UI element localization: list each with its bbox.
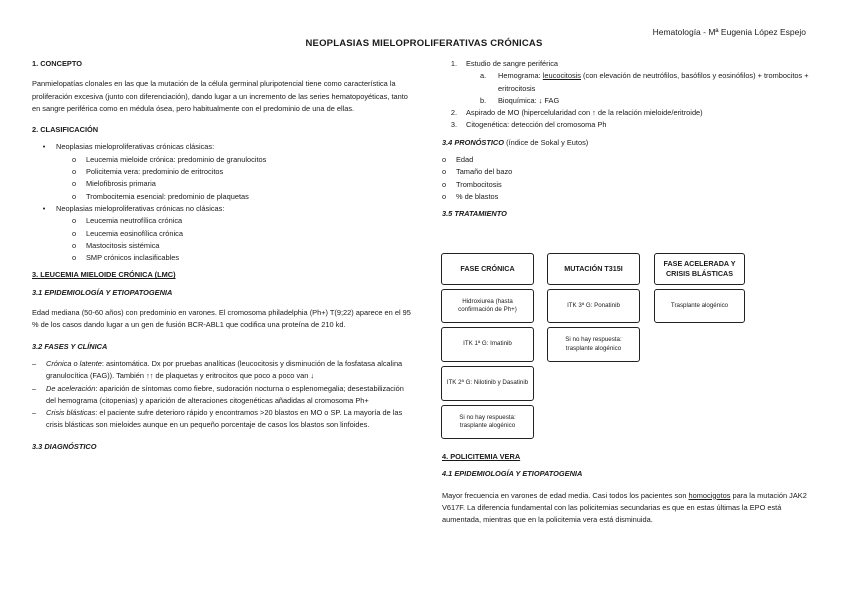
pv-epidemiologia-heading: 4.1 EPIDEMIOLOGÍA Y ETIOPATOGENIA: [442, 469, 583, 479]
bullet-icon: •: [42, 203, 46, 213]
diagnostico-heading: 3.3 DIAGNÓSTICO: [32, 441, 97, 451]
itk3-box: ITK 3ª G: Ponatinib: [547, 289, 640, 323]
hidroxiurea-box: Hidroxiurea (hasta confirmación de Ph+): [441, 289, 534, 323]
list-item: o Mielofibrosis primaria: [72, 179, 156, 189]
list-item: o Mastocitosis sistémica: [72, 240, 160, 250]
right-column: [442, 58, 822, 221]
list-item: o Tamaño del bazo: [442, 167, 513, 177]
trasplante-box: Trasplante alogénico: [654, 289, 745, 323]
list-item: a. Hemograma: leucocitosis (con elevación de neutrófilos, basófilos y eosinófilos) + trombocitos + eritrocitosis: [480, 71, 809, 93]
list-item: – Crisis blásticas: el paciente sufre deterioro rápido y encontramos >20 blastos en MO o SP. La mayoría de las crisis blásticas son mieloides aunque en un pequeño porcentaje de casos los blastos son linfoides.: [32, 408, 403, 430]
list-item: 1. Estudio de sangre periférica: [450, 59, 559, 68]
list-item: o Edad: [442, 155, 474, 165]
fases-heading: 3.2 FASES Y CLÍNICA: [32, 341, 108, 351]
list-item: • Neoplasias mieloproliferativas crónicas clásicas:: [32, 141, 414, 153]
list-item: o Leucemia mieloide crónica: predominio de granulocitos: [72, 154, 267, 164]
itk1-box: ITK 1ª G: Imatinib: [441, 327, 534, 362]
section-concepto-heading: 1. CONCEPTO: [32, 59, 82, 68]
tratamiento-heading: 3.5 TRATAMIENTO: [442, 209, 507, 219]
policitemia-heading: 4. POLICITEMIA VERA: [442, 452, 521, 461]
page-title: NEOPLASIAS MIELOPROLIFERATIVAS CRÓNICAS: [305, 38, 543, 49]
list-item: o Trombocitemia esencial: predominio de plaquetas: [72, 191, 249, 201]
concepto-paragraph: Panmielopatías clonales en las que la mutación de la célula germinal pluripotencial tiene como característica la proliferación excesiva (junto con diferenciación), dando lugar a un incremento de las series hematopoyéticas, tanto en sangre periférica como en médula ósea, pero habitualmente con el predominio de una de ellas.: [32, 79, 408, 113]
list-item: o Trombocitosis: [442, 179, 502, 189]
list-item: o Policitemia vera: predominio de eritrocitos: [72, 167, 224, 177]
list-item: o % de blastos: [442, 191, 499, 201]
no-respuesta-box: Si no hay respuesta: trasplante alogénico: [547, 327, 640, 362]
list-item: o Leucemia neutrofílica crónica: [72, 216, 183, 226]
policitemia-section: [442, 451, 822, 526]
left-column: [32, 58, 414, 453]
list-item: o Leucemia eosinofílica crónica: [72, 228, 183, 238]
list-item: 2. Aspirado de MO (hipercelularidad con ↑ de la relación mieloide/eritroide): [450, 108, 703, 118]
epidemiologia-paragraph: Edad mediana (50-60 años) con predominio en varones. El cromosoma philadelphia (Ph+) T(9;22) aparece en el 95 % de los casos dando lugar a un gen de fusión BCR-ABL1 que codifica una proteína de 210 kd.: [32, 308, 411, 330]
section-lmc-heading: 3. LEUCEMIA MIELOIDE CRÓNICA (LMC): [32, 270, 176, 280]
fase-cronica-box: FASE CRÓNICA: [441, 253, 534, 285]
section-clasificacion-heading: 2. CLASIFICACIÓN: [32, 125, 99, 135]
epidemiologia-heading: 3.1 EPIDEMIOLOGÍA Y ETIOPATOGENIA: [32, 287, 173, 297]
list-item: 3. Citogenética: detección del cromosoma Ph: [450, 120, 607, 130]
no-respuesta-box: Si no hay respuesta: trasplante alogénico: [441, 405, 534, 439]
bullet-icon: •: [42, 142, 46, 152]
itk2-box: ITK 2ª G: Nilotinib y Dasatinib: [441, 366, 534, 401]
pronostico-heading: 3.4 PRONÓSTICO (índice de Sokal y Eutos): [442, 137, 589, 147]
list-item: – Crónica o latente: asintomática. Dx por pruebas analíticas (leucocitosis y disminución de la fosfatasa alcalina granulocítica (FAG)). También ↑↑ de plaquetas y eritrocitos que poco a poco van ↓: [32, 358, 403, 381]
list-item: • Neoplasias mieloproliferativas crónicas no clásicas:: [32, 203, 414, 215]
author-header: Hematología - Mª Eugenia López Espejo: [652, 27, 806, 37]
pv-paragraph: Mayor frecuencia en varones de edad media. Casi todos los pacientes son homocigotos para la mutación JAK2 V617F. La diferencia fundamental con las policitemias secundarias es que en estas últimas la EPO está aumentada, mientras que en la policitemia vera está disminuida.: [442, 490, 807, 525]
mutacion-box: MUTACIÓN T315I: [547, 253, 640, 285]
list-item: b. Bioquímica: ↓ FAG: [480, 95, 560, 105]
list-item: o SMP crónicos inclasificables: [72, 253, 180, 263]
fase-acelerada-box: FASE ACELERADA Y CRISIS BLÁSTICAS: [654, 253, 745, 285]
list-item: – De aceleración: aparición de síntomas como fiebre, sudoración nocturna o esplenomegalia; desestabilización del hemograma (citopenias) y aparición de alteraciones citogenéticas añadidas al cromosoma Ph+: [32, 383, 404, 405]
